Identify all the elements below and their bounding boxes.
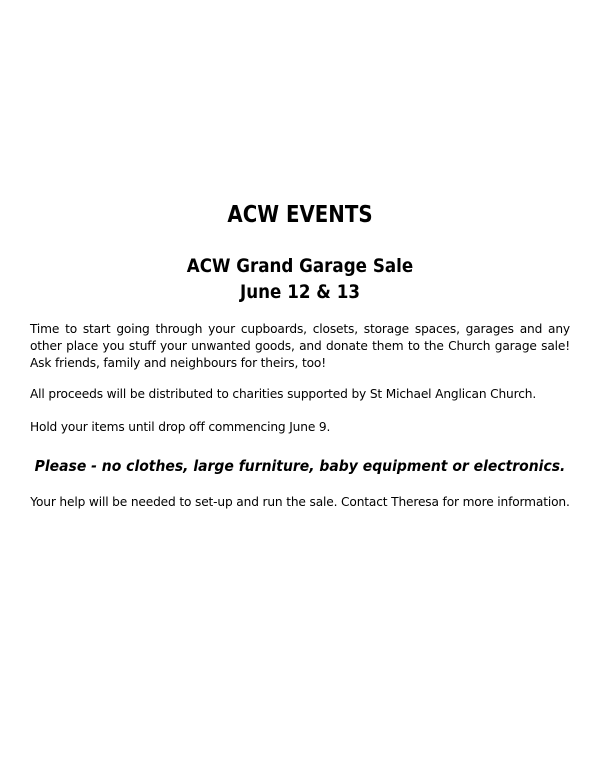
event-dates: June 12 & 13 <box>240 281 360 303</box>
page-title: ACW EVENTS <box>227 202 373 228</box>
contact-paragraph: Your help will be needed to set-up and run the sale. Contact Theresa for more information. <box>30 495 570 509</box>
exclusions-notice: Please - no clothes, large furniture, baby equipment or electronics. <box>34 457 566 475</box>
dropoff-paragraph: Hold your items until drop off commencing June 9. <box>30 420 331 434</box>
event-name: ACW Grand Garage Sale <box>186 255 414 277</box>
proceeds-paragraph: All proceeds will be distributed to charities supported by St Michael Anglican Church. <box>30 387 537 401</box>
intro-paragraph: Time to start going through your cupboards, closets, storage spaces, garages and any other place you stuff your unwanted goods, and donate them to the Church garage sale! Ask friends, family and neighbours for theirs, too! <box>30 322 570 370</box>
event-heading <box>36 253 564 305</box>
